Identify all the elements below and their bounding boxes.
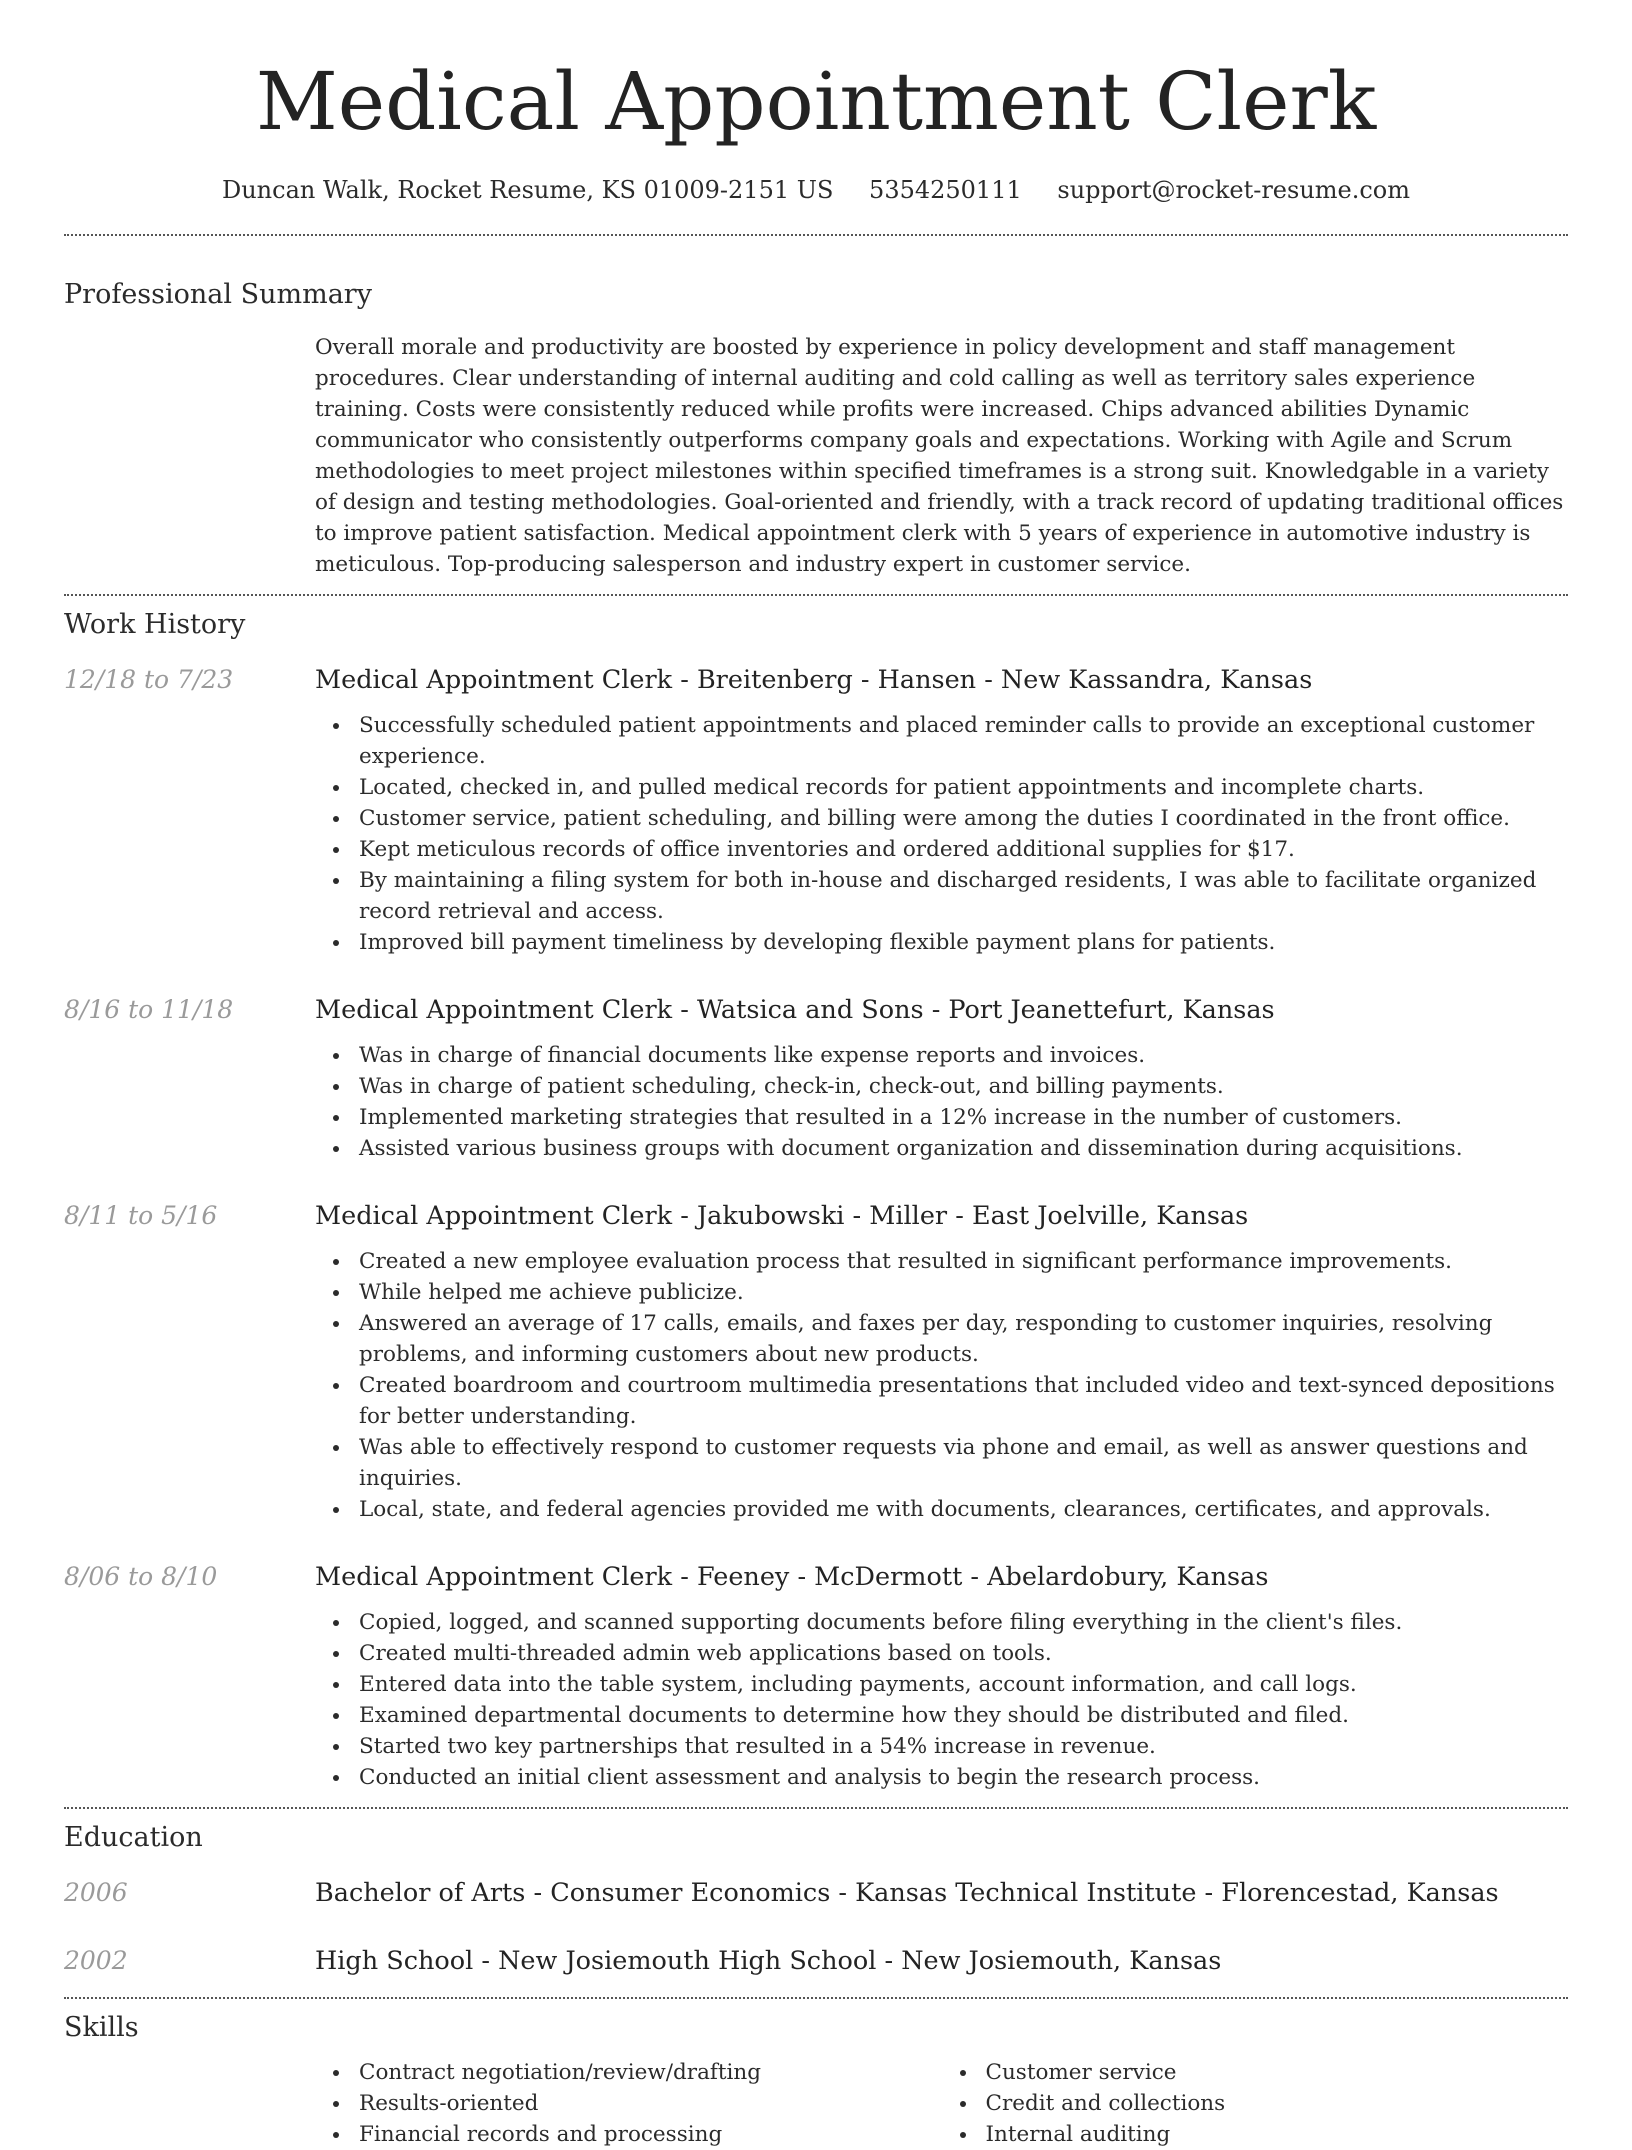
education-year: 2002 [64, 1946, 128, 1975]
summary-text: Overall morale and productivity are boosted by experience in policy development and staff management procedures. Clear understanding of internal auditing and cold calling as well as territory sales experience training. Costs were consistently reduced while profits were increased. Chips advanced abilities Dynamic communicator who consistently outperforms company goals and expectations. Working with Agile and Scrum methodologies to meet project milestones within specified timeframes is a strong suit. Knowledgable in a variety of design and testing methodologies. Goal-oriented and friendly, with a track record of updating traditional offices to improve patient satisfaction. Medical appointment clerk with 5 years of experience in automotive industry is meticulous. Top-producing salesperson and industry expert in customer service. [315, 335, 1564, 577]
divider [64, 234, 1568, 236]
list-item: Was able to effectively respond to customer requests via phone and email, as well as answer questions and inquiries. [315, 1432, 1568, 1494]
list-item: Examined departmental documents to determine how they should be distributed and filed. [315, 1700, 1568, 1731]
education-text: High School - New Josiemouth High School - New Josiemouth, Kansas [315, 1946, 1222, 1976]
list-item: Conducted an initial client assessment and analysis to begin the research process. [315, 1762, 1568, 1793]
job-entry [64, 1198, 1568, 1525]
list-item: Improved bill payment timeliness by developing flexible payment plans for patients. [315, 927, 1568, 958]
list-item: Local, state, and federal agencies provided me with documents, clearances, certificates, and approvals. [315, 1494, 1568, 1525]
list-item: Was in charge of patient scheduling, check-in, check-out, and billing payments. [315, 1071, 1568, 1102]
list-item: Answered an average of 17 calls, emails, and faxes per day, responding to customer inquiries, resolving problems, and informing customers about new products. [315, 1308, 1568, 1370]
job-entry [64, 662, 1568, 958]
job-bullets [315, 1040, 1568, 1164]
education-entry [64, 1943, 1568, 1979]
job-bullets [315, 1607, 1568, 1793]
resume-page [64, 0, 1568, 2150]
contact-line [64, 176, 1568, 204]
job-title: Medical Appointment Clerk - Watsica and Sons - Port Jeanettefurt, Kansas [315, 995, 1275, 1025]
job-bullets [315, 1246, 1568, 1525]
list-item: Located, checked in, and pulled medical records for patient appointments and incomplete charts. [315, 772, 1568, 803]
skills-heading: Skills [64, 2012, 139, 2043]
list-item: Kept meticulous records of office inventories and ordered additional supplies for $17. [315, 834, 1568, 865]
list-item: Copied, logged, and scanned supporting documents before filing everything in the client's files. [315, 1607, 1568, 1638]
job-dates: 8/06 to 8/10 [64, 1562, 218, 1591]
list-item: Contract negotiation/review/drafting [315, 2057, 942, 2088]
list-item: Created multi-threaded admin web applications based on tools. [315, 1638, 1568, 1669]
list-item: Entered data into the table system, including payments, account information, and call logs. [315, 1669, 1568, 1700]
contact-phone: 5354250111 [869, 176, 1022, 204]
contact-email: support@rocket-resume.com [1057, 176, 1411, 204]
work-history-heading: Work History [64, 609, 246, 640]
job-dates: 12/18 to 7/23 [64, 665, 234, 694]
skills-list [315, 2057, 1568, 2150]
education-entry [64, 1875, 1568, 1911]
job-title: Medical Appointment Clerk - Feeney - McDermott - Abelardobury, Kansas [315, 1562, 1269, 1592]
divider [64, 1997, 1568, 1999]
list-item: Results-oriented [315, 2088, 942, 2119]
list-item: Created boardroom and courtroom multimedia presentations that included video and text-synced depositions for better understanding. [315, 1370, 1568, 1432]
job-bullets [315, 710, 1568, 958]
skills-column-right [942, 2057, 1569, 2150]
job-dates: 8/16 to 11/18 [64, 995, 234, 1024]
divider [64, 594, 1568, 596]
list-item: Implemented marketing strategies that resulted in a 12% increase in the number of customers. [315, 1102, 1568, 1133]
list-item: Started two key partnerships that resulted in a 54% increase in revenue. [315, 1731, 1568, 1762]
list-item: Was in charge of financial documents like expense reports and invoices. [315, 1040, 1568, 1071]
job-dates: 8/11 to 5/16 [64, 1201, 218, 1230]
job-title: Medical Appointment Clerk - Jakubowski - Miller - East Joelville, Kansas [315, 1201, 1249, 1231]
job-entry [64, 992, 1568, 1164]
education-year: 2006 [64, 1878, 128, 1907]
resume-name: Medical Appointment Clerk [255, 55, 1377, 148]
list-item: Credit and collections [942, 2088, 1569, 2119]
skills-column-left [315, 2057, 942, 2150]
contact-address: Duncan Walk, Rocket Resume, KS 01009-2151 US [221, 176, 834, 204]
list-item: Assisted various business groups with document organization and dissemination during acquisitions. [315, 1133, 1568, 1164]
list-item: By maintaining a filing system for both in-house and discharged residents, I was able to facilitate organized record retrieval and access. [315, 865, 1568, 927]
job-entry [64, 1559, 1568, 1793]
divider [64, 1807, 1568, 1809]
job-title: Medical Appointment Clerk - Breitenberg - Hansen - New Kassandra, Kansas [315, 665, 1313, 695]
list-item: While helped me achieve publicize. [315, 1277, 1568, 1308]
list-item: Financial records and processing [315, 2119, 942, 2150]
list-item: Internal auditing [942, 2119, 1569, 2150]
summary-heading: Professional Summary [64, 279, 372, 310]
list-item: Customer service [942, 2057, 1569, 2088]
list-item: Successfully scheduled patient appointments and placed reminder calls to provide an exceptional customer experience. [315, 710, 1568, 772]
education-text: Bachelor of Arts - Consumer Economics - Kansas Technical Institute - Florencestad, Kansas [315, 1878, 1499, 1908]
list-item: Created a new employee evaluation process that resulted in significant performance improvements. [315, 1246, 1568, 1277]
list-item: Customer service, patient scheduling, and billing were among the duties I coordinated in the front office. [315, 803, 1568, 834]
education-heading: Education [64, 1822, 203, 1853]
